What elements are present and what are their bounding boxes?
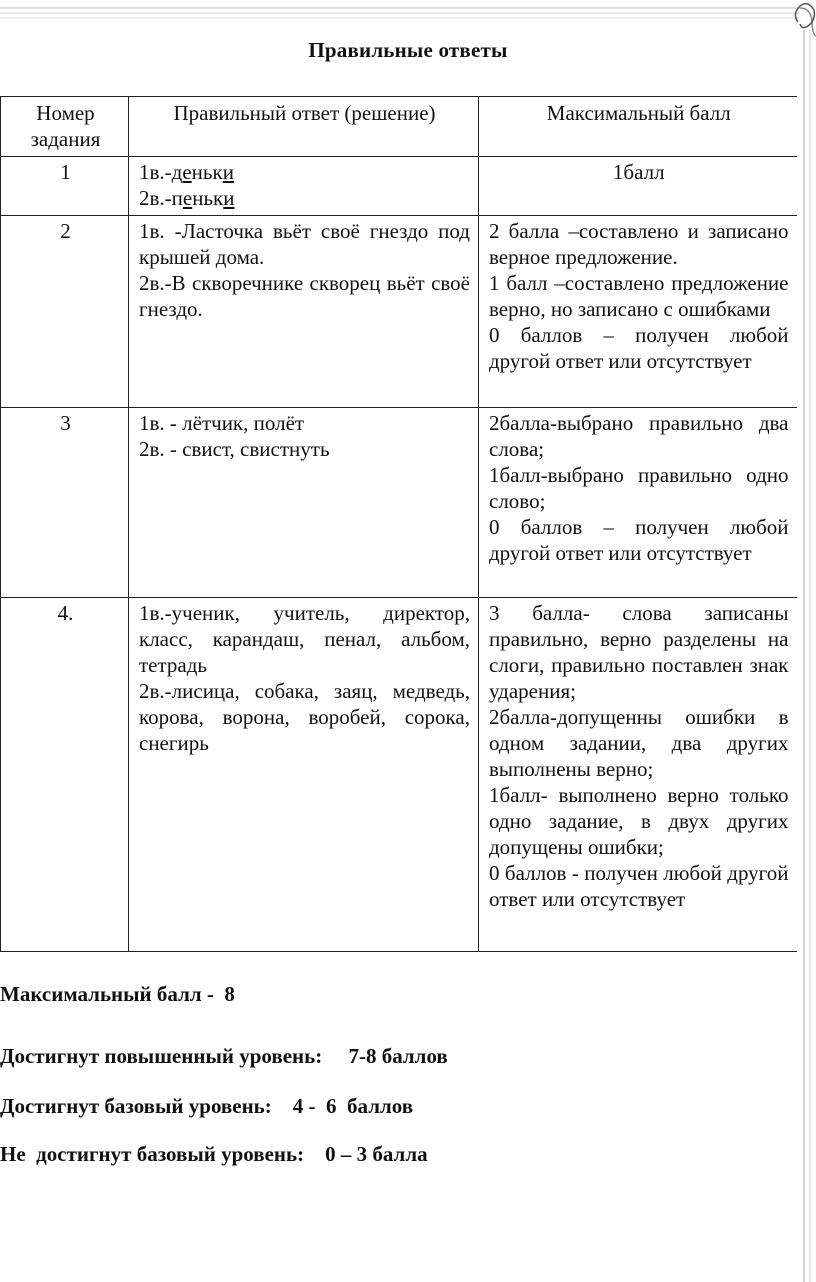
header-number: Номер задания [1, 97, 129, 157]
header-answer: Правильный ответ (решение) [129, 97, 479, 157]
answer-line: 1в.-деньки [139, 160, 234, 184]
table-row [1, 157, 797, 216]
header-score: Максимальный балл [479, 97, 797, 157]
answers-table [0, 96, 797, 952]
page-border-decoration [0, 0, 816, 40]
task-number: 2 [1, 216, 129, 408]
table-row [1, 216, 797, 408]
high-level-line: Достигнут повышенный уровень: 7-8 баллов [0, 1044, 448, 1068]
not-reached-line: Не достигнут базовый уровень: 0 – 3 балла [0, 1142, 428, 1166]
answer-cell [129, 157, 479, 216]
task-number: 1 [1, 157, 129, 216]
task-number: 3 [1, 408, 129, 598]
answer-cell: 1в. - лётчик, полёт 2в. - свист, свистнуть [129, 408, 479, 598]
base-level-line: Достигнут базовый уровень: 4 - 6 баллов [0, 1094, 414, 1118]
table-header-row [1, 97, 797, 157]
answer-cell: 1в.-ученик, учитель, директор, класс, карандаш, пенал, альбом, тетрадь 2в.-лисица, собака, заяц, медведь, корова, ворона, воробей, сорока, снегирь [129, 598, 479, 952]
max-score-line: Максимальный балл - 8 [0, 982, 235, 1006]
page-title: Правильные ответы [308, 38, 508, 62]
answer-cell: 1в. -Ласточка вьёт своё гнездо под крышей дома. 2в.-В скворечнике скворец вьёт своё гнездо. [129, 216, 479, 408]
table-row [1, 598, 797, 952]
task-number: 4. [1, 598, 129, 952]
score-cell: 2балла-выбрано правильно два слова; 1балл-выбрано правильно одно слово; 0 баллов – получен любой другой ответ или отсутствует [479, 408, 797, 598]
score-cell: 3 балла- слова записаны правильно, верно разделены на слоги, правильно поставлен знак ударения; 2балла-допущенны ошибки в одном задании, два других выполнены верно; 1балл- выполнено верно только одно задание, в двух других допущены ошибки; 0 баллов - получен любой другой ответ или отсутствует [479, 598, 797, 952]
score-cell: 1балл [479, 157, 797, 216]
table-row [1, 408, 797, 598]
score-cell: 2 балла –составлено и записано верное предложение. 1 балл –составлено предложение верно, но записано с ошибками 0 баллов – получен любой другой ответ или отсутствует [479, 216, 797, 408]
answer-line: 2в.-пеньки [139, 186, 235, 210]
